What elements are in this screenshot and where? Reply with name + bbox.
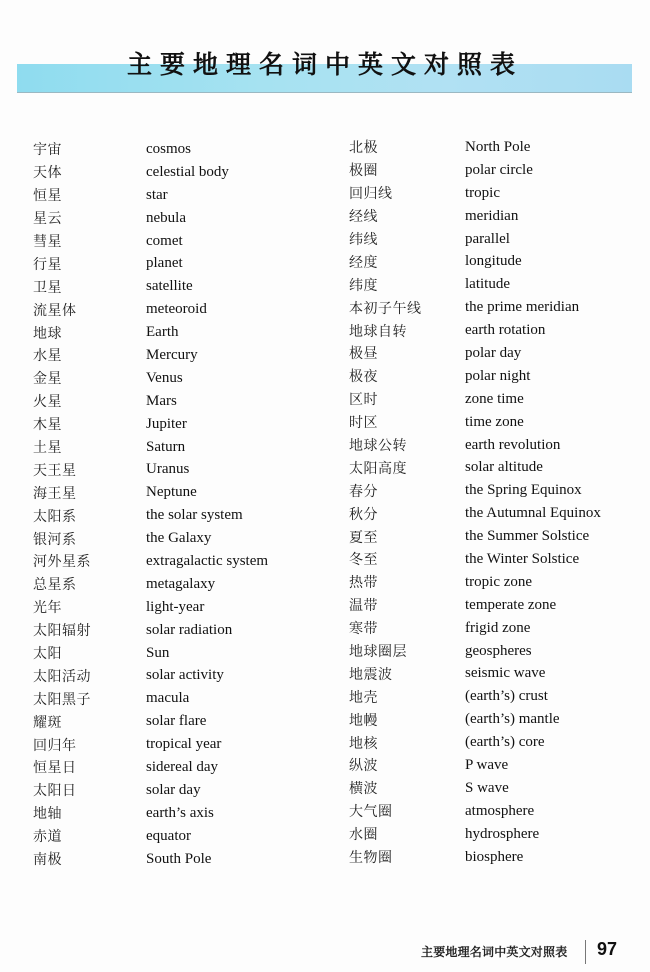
term-english: temperate zone xyxy=(465,596,557,613)
term-chinese: 地轴 xyxy=(33,806,62,823)
glossary-entry xyxy=(33,664,268,687)
glossary-entry xyxy=(33,481,268,504)
term-chinese: 太阳黑子 xyxy=(33,691,91,708)
glossary-entry xyxy=(33,138,268,161)
term-chinese: 天王星 xyxy=(33,462,77,479)
term-english: planet xyxy=(146,255,183,272)
term-english: Jupiter xyxy=(146,415,187,432)
term-chinese: 极圈 xyxy=(349,163,378,180)
term-english: earth rotation xyxy=(465,322,546,339)
glossary-entry xyxy=(349,640,601,663)
term-english: frigid zone xyxy=(465,619,531,636)
term-english: geospheres xyxy=(465,642,532,659)
term-chinese: 地幔 xyxy=(349,712,378,729)
term-english: meteoroid xyxy=(146,301,207,318)
term-english: Neptune xyxy=(146,484,197,501)
term-english: light-year xyxy=(146,598,205,615)
glossary-entry xyxy=(33,275,268,298)
glossary-entry xyxy=(349,205,601,228)
term-english: tropical year xyxy=(146,736,222,753)
glossary-entry xyxy=(33,596,268,619)
term-chinese: 纵波 xyxy=(349,758,378,775)
term-chinese: 地震波 xyxy=(349,666,393,683)
glossary-entry xyxy=(349,777,601,800)
term-chinese: 回归年 xyxy=(33,737,77,754)
term-chinese: 地球 xyxy=(33,325,62,342)
term-chinese: 夏至 xyxy=(349,529,378,546)
term-chinese: 星云 xyxy=(33,211,62,228)
term-chinese: 本初子午线 xyxy=(349,300,422,317)
term-chinese: 温带 xyxy=(349,598,378,615)
term-english: the solar system xyxy=(146,507,243,524)
glossary-left-column xyxy=(33,138,268,871)
term-english: atmosphere xyxy=(465,802,535,819)
glossary-entry xyxy=(349,731,601,754)
term-english: solar flare xyxy=(146,713,207,730)
term-english: nebula xyxy=(146,209,186,226)
glossary-entry xyxy=(33,230,268,253)
term-english: the Winter Solstice xyxy=(465,550,580,567)
term-english: Saturn xyxy=(146,438,186,455)
page-footer xyxy=(0,940,650,966)
term-english: Uranus xyxy=(146,461,190,478)
term-chinese: 火星 xyxy=(33,394,62,411)
term-english: hydrosphere xyxy=(465,825,540,842)
glossary-entry xyxy=(349,136,601,159)
term-chinese: 春分 xyxy=(349,483,378,500)
term-english: sidereal day xyxy=(146,758,219,775)
term-chinese: 木星 xyxy=(33,417,62,434)
term-chinese: 经度 xyxy=(349,254,378,271)
term-chinese: 太阳活动 xyxy=(33,668,91,685)
term-english: biosphere xyxy=(465,848,524,865)
term-chinese: 金星 xyxy=(33,371,62,388)
term-english: equator xyxy=(146,827,191,844)
term-english: South Pole xyxy=(146,850,212,867)
term-chinese: 纬线 xyxy=(349,232,378,248)
term-chinese: 总星系 xyxy=(33,577,77,594)
glossary-entry xyxy=(349,617,601,640)
glossary-entry xyxy=(349,159,601,182)
term-english: polar circle xyxy=(465,161,533,178)
glossary-entry xyxy=(33,802,268,825)
term-chinese: 地球公转 xyxy=(349,438,407,455)
term-chinese: 银河系 xyxy=(33,531,77,548)
term-english: metagalaxy xyxy=(146,575,216,592)
term-chinese: 大气圈 xyxy=(349,804,393,821)
term-chinese: 太阳辐射 xyxy=(33,623,91,640)
term-chinese: 冬至 xyxy=(349,552,378,569)
term-chinese: 生物圈 xyxy=(349,850,393,867)
glossary-entry xyxy=(349,479,601,502)
term-english: the Summer Solstice xyxy=(465,528,590,545)
page-title: 主要地理名词中英文对照表 xyxy=(126,50,523,79)
glossary-entry xyxy=(349,800,601,823)
term-chinese: 地核 xyxy=(349,735,378,752)
running-title: 主要地理名词中英文对照表 xyxy=(421,945,568,959)
glossary-entry xyxy=(349,823,601,846)
term-chinese: 土星 xyxy=(33,440,62,457)
glossary-entry xyxy=(33,298,268,321)
term-chinese: 地壳 xyxy=(349,689,378,706)
glossary-entry xyxy=(349,594,601,617)
term-english: satellite xyxy=(146,278,193,295)
glossary-entry xyxy=(349,846,601,869)
glossary-entry xyxy=(349,754,601,777)
term-english: (earth’s) mantle xyxy=(465,711,560,728)
term-english: Mercury xyxy=(146,346,198,363)
term-chinese: 水圈 xyxy=(349,827,378,844)
term-english: polar day xyxy=(465,344,522,361)
term-chinese: 彗星 xyxy=(33,234,62,250)
term-chinese: 南极 xyxy=(33,852,62,869)
term-chinese: 区时 xyxy=(349,392,378,409)
page-number: 97 xyxy=(597,939,618,959)
term-english: North Pole xyxy=(465,138,531,155)
glossary-entry xyxy=(349,434,601,457)
term-chinese: 海王星 xyxy=(33,485,77,502)
term-english: the Galaxy xyxy=(146,530,212,547)
glossary-entry xyxy=(349,273,601,296)
term-english: solar day xyxy=(146,781,201,798)
glossary-entry xyxy=(349,365,601,388)
glossary-entry xyxy=(349,342,601,365)
term-english: latitude xyxy=(465,276,510,293)
term-english: the prime meridian xyxy=(465,299,580,316)
term-english: parallel xyxy=(465,230,510,247)
glossary-entry xyxy=(349,502,601,525)
term-english: Earth xyxy=(146,324,179,341)
glossary-entry xyxy=(33,573,268,596)
term-english: (earth’s) core xyxy=(465,734,545,751)
glossary-entry xyxy=(349,456,601,479)
term-chinese: 纬度 xyxy=(349,277,378,294)
term-english: star xyxy=(146,186,168,203)
term-english: the Spring Equinox xyxy=(465,482,582,499)
glossary-entry xyxy=(33,413,268,436)
glossary-entry xyxy=(33,252,268,275)
glossary-entry xyxy=(33,527,268,550)
glossary-entry xyxy=(33,390,268,413)
glossary-entry xyxy=(33,184,268,207)
term-english: earth’s axis xyxy=(146,804,214,821)
glossary-entry xyxy=(349,548,601,571)
glossary-entry xyxy=(349,411,601,434)
glossary-entry xyxy=(349,319,601,342)
term-chinese: 时区 xyxy=(349,415,378,432)
term-chinese: 太阳日 xyxy=(33,783,77,800)
term-english: extragalactic system xyxy=(146,552,269,569)
term-chinese: 太阳系 xyxy=(33,508,77,525)
glossary-entry xyxy=(33,848,268,871)
glossary-entry xyxy=(349,250,601,273)
term-chinese: 北极 xyxy=(349,140,378,157)
term-english: seismic wave xyxy=(465,665,546,682)
glossary-entry xyxy=(33,825,268,848)
term-chinese: 热带 xyxy=(349,575,378,592)
term-chinese: 经线 xyxy=(349,209,378,226)
glossary-entry xyxy=(349,525,601,548)
glossary-entry xyxy=(33,779,268,802)
term-english: Sun xyxy=(146,644,170,661)
glossary-entry xyxy=(33,710,268,733)
term-english: cosmos xyxy=(146,140,191,157)
glossary-entry xyxy=(33,458,268,481)
glossary-entry xyxy=(349,571,601,594)
term-english: (earth’s) crust xyxy=(465,688,548,705)
term-english: the Autumnal Equinox xyxy=(465,505,601,522)
term-chinese: 河外星系 xyxy=(33,554,91,571)
term-english: tropic zone xyxy=(465,573,533,590)
term-chinese: 横波 xyxy=(349,781,378,798)
term-chinese: 天体 xyxy=(33,165,62,182)
glossary-entry xyxy=(349,708,601,731)
term-chinese: 卫星 xyxy=(33,279,62,296)
term-chinese: 宇宙 xyxy=(33,142,62,159)
glossary-right-column xyxy=(349,136,601,869)
glossary-entry xyxy=(33,642,268,665)
term-english: Mars xyxy=(146,392,177,409)
glossary-entry xyxy=(33,733,268,756)
glossary-entry xyxy=(349,296,601,319)
term-chinese: 水星 xyxy=(33,348,62,365)
term-english: Venus xyxy=(146,369,183,386)
term-chinese: 光年 xyxy=(33,600,62,617)
glossary-entry xyxy=(33,687,268,710)
term-chinese: 太阳 xyxy=(33,646,62,663)
term-chinese: 太阳高度 xyxy=(349,460,407,477)
term-chinese: 行星 xyxy=(33,256,62,273)
term-english: polar night xyxy=(465,367,531,384)
term-english: P wave xyxy=(465,756,509,773)
glossary-entry xyxy=(349,685,601,708)
term-english: solar altitude xyxy=(465,459,543,476)
term-english: celestial body xyxy=(146,163,229,180)
term-english: tropic xyxy=(465,184,500,201)
term-chinese: 秋分 xyxy=(349,506,378,523)
glossary-entry xyxy=(33,436,268,459)
glossary-entry xyxy=(349,182,601,205)
term-chinese: 耀斑 xyxy=(33,714,62,731)
glossary-entry xyxy=(33,504,268,527)
glossary-entry xyxy=(349,662,601,685)
term-english: earth revolution xyxy=(465,436,561,453)
term-english: solar activity xyxy=(146,667,224,684)
glossary-entry xyxy=(33,207,268,230)
glossary-entry xyxy=(33,321,268,344)
term-chinese: 地球自转 xyxy=(349,323,407,340)
term-chinese: 恒星 xyxy=(33,188,62,205)
glossary-entry xyxy=(33,619,268,642)
glossary-entry xyxy=(349,388,601,411)
glossary-entry xyxy=(33,756,268,779)
term-english: solar radiation xyxy=(146,621,233,638)
footer-divider xyxy=(585,940,586,964)
term-chinese: 极昼 xyxy=(349,346,378,363)
term-chinese: 恒星日 xyxy=(33,760,77,777)
glossary-entry xyxy=(33,161,268,184)
term-chinese: 地球圈层 xyxy=(349,644,407,661)
term-chinese: 极夜 xyxy=(349,369,378,386)
glossary-entry xyxy=(349,228,601,251)
term-english: S wave xyxy=(465,779,509,796)
term-chinese: 回归线 xyxy=(349,186,393,203)
term-english: time zone xyxy=(465,413,524,430)
term-english: macula xyxy=(146,690,190,707)
glossary-entry xyxy=(33,344,268,367)
term-english: zone time xyxy=(465,390,524,407)
glossary-entry xyxy=(33,367,268,390)
term-english: meridian xyxy=(465,207,519,224)
term-english: longitude xyxy=(465,253,522,270)
term-chinese: 寒带 xyxy=(349,621,378,638)
term-chinese: 赤道 xyxy=(33,829,62,846)
glossary-entry xyxy=(33,550,268,573)
term-english: comet xyxy=(146,232,183,249)
term-chinese: 流星体 xyxy=(33,302,77,319)
